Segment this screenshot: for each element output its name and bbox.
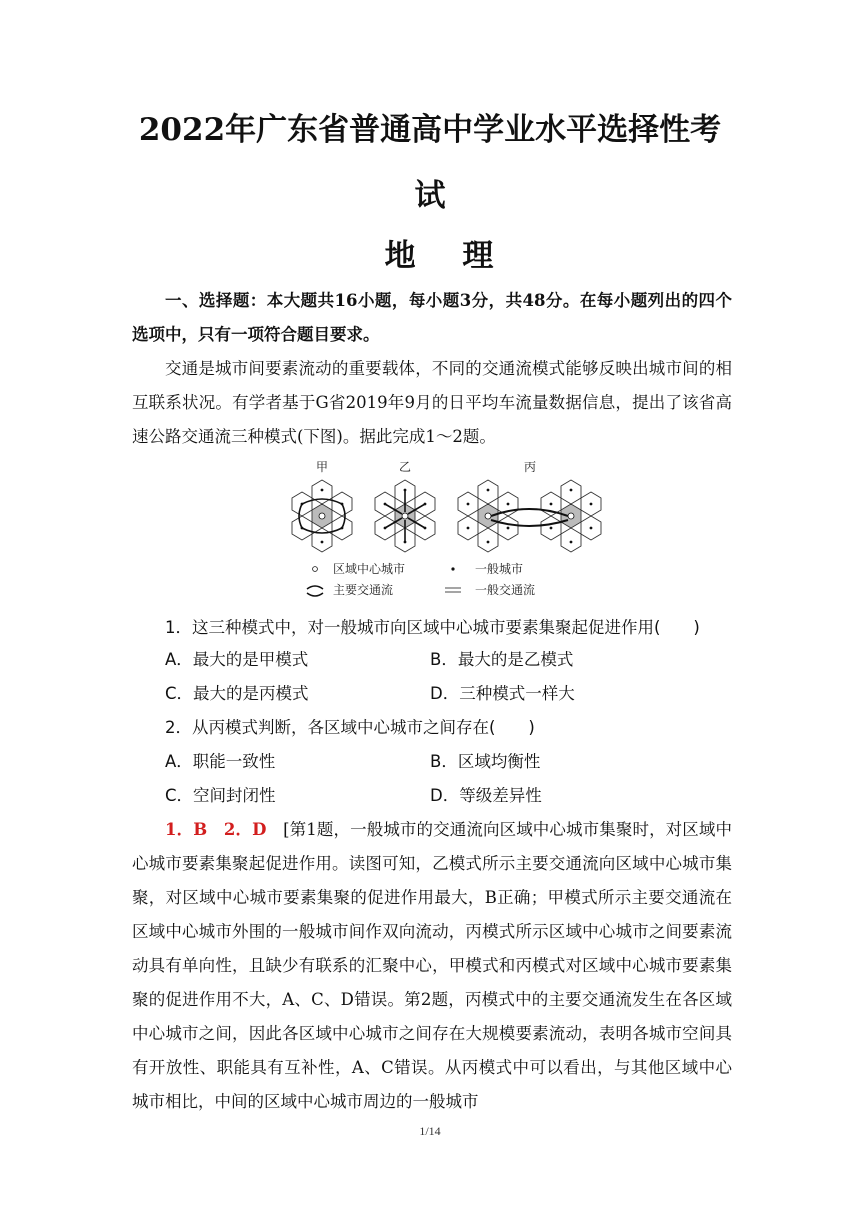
page-number: 1/14 — [419, 1124, 441, 1138]
q2-option-a: A．职能一致性 — [165, 752, 276, 771]
section-heading: 一、选择题：本大题共16小题，每小题3分，共48分。在每小题列出的四个选项中，只有一项符合题目要求。 — [132, 291, 732, 344]
pattern-jia — [292, 480, 352, 552]
answer-explanation — [132, 813, 732, 1119]
pattern-yi — [375, 480, 435, 552]
exam-title-line2: 试 — [414, 178, 446, 214]
pattern-bing-left — [458, 480, 518, 552]
legend-general-city-icon — [451, 567, 454, 570]
question-1-stem: 1．这三种模式中，对一般城市向区域中心城市要素集聚起促进作用( ) — [165, 618, 700, 637]
q1-option-c: C．最大的是丙模式 — [165, 684, 309, 703]
subject-title: 地 理 — [384, 238, 512, 274]
legend-center-city: 区域中心城市 — [333, 562, 406, 576]
q2-option-d: D．等级差异性 — [430, 786, 542, 805]
legend-center-city-icon — [313, 567, 318, 572]
label-jia: 甲 — [315, 460, 329, 474]
q1-option-d: D．三种模式一样大 — [430, 684, 575, 703]
legend-general-flow: 一般交通流 — [475, 583, 536, 597]
answer-key: 1．B 2．D — [165, 820, 267, 839]
exam-title-line1: 2022年广东省普通高中学业水平选择性考 — [138, 112, 722, 148]
pattern-bing-right — [541, 480, 601, 552]
label-yi: 乙 — [398, 460, 412, 474]
legend-main-flow-icon — [307, 586, 323, 596]
label-bing: 丙 — [523, 460, 537, 474]
legend-general-flow-icon — [445, 588, 461, 592]
traffic-flow-figure — [275, 458, 615, 608]
legend-main-flow: 主要交通流 — [333, 583, 394, 597]
bing-main-flow — [491, 509, 568, 526]
figure-legend — [307, 561, 535, 597]
explanation-text: [第1题，一般城市的交通流向区域中心城市集聚时，对区域中心城市要素集聚起促进作用。读图可知，乙模式所示主要交通流向区域中心城市集聚，对区域中心城市要素集聚的促进作用最大，B正确；甲模式所示主要交通流在区域中心城市外围的一般城市间作双向流动，丙模式所示区域中心城市之间要素流动具有单向性，且缺少有联系的汇聚中心，甲模式和丙模式对区域中心城市要素集聚的促进作用不大，A、C、D错误。第2题，丙模式中的主要交通流发生在各区域中心城市之间，因此各区域中心城市之间存在大规模要素流动，表明各城市空间具有开放性、职能具有互补性，A、C错误。从丙模式中可以看出，与其他区域中心城市相比，中间的区域中心城市周边的一般城市 — [132, 820, 733, 1111]
q1-option-a: A．最大的是甲模式 — [165, 650, 309, 669]
q1-option-b: B．最大的是乙模式 — [430, 650, 574, 669]
legend-general-city: 一般城市 — [475, 562, 524, 576]
q2-option-c: C．空间封闭性 — [165, 786, 276, 805]
q2-option-b: B．区域均衡性 — [430, 752, 541, 771]
passage-text: 交通是城市间要素流动的重要载体，不同的交通流模式能够反映出城市间的相互联系状况。有学者基于G省2019年9月的日平均车流量数据信息，提出了该省高速公路交通流三种模式(下图)。据此完成1～2题。 — [132, 359, 732, 446]
question-2-stem: 2．从丙模式判断，各区域中心城市之间存在( ) — [165, 718, 535, 737]
